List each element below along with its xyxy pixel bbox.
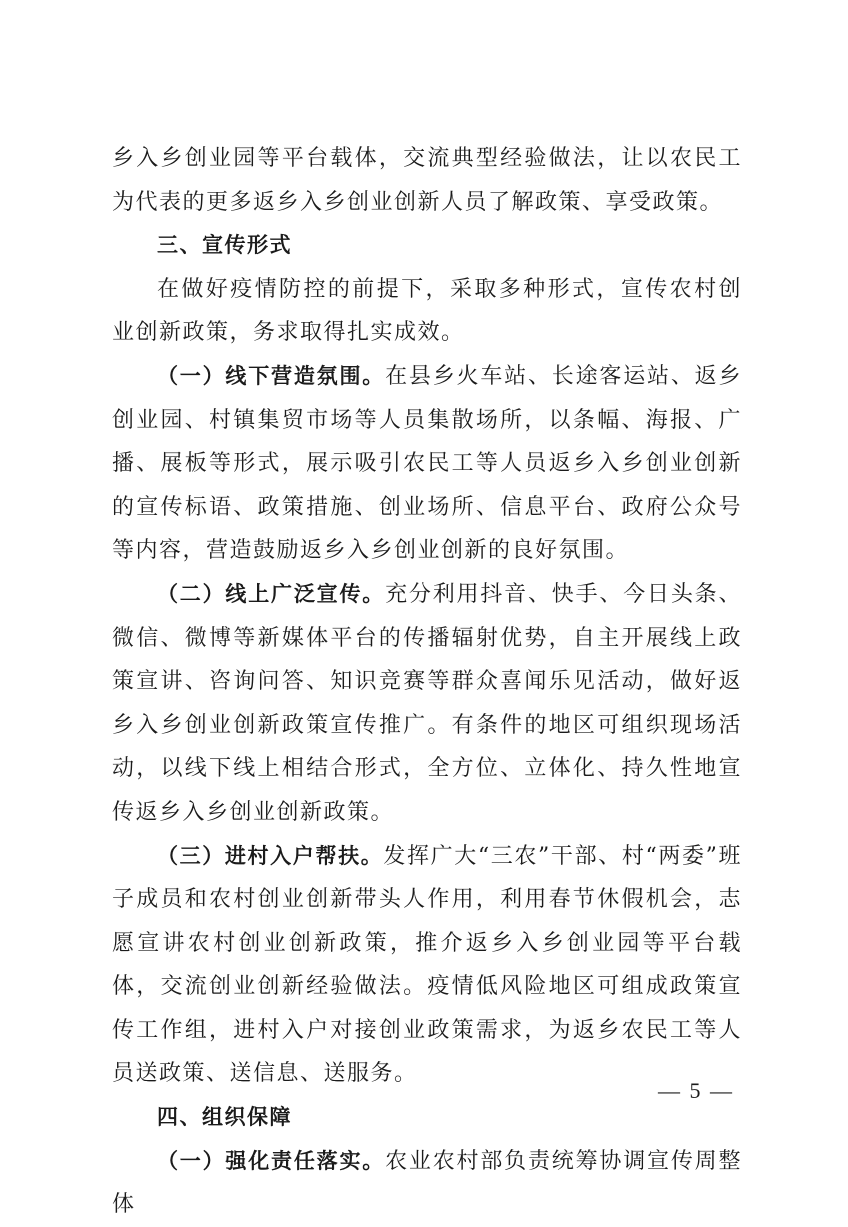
paragraph-offline-atmosphere [112,355,742,573]
document-body [112,137,742,1227]
section-heading-publicity-forms: 三、宣传形式 [157,233,292,258]
text-online-publicity: 充分利用抖音、快手、今日头条、微信、微博等新媒体平台的传播辐射优势，自主开展线上政策宣讲、咨询问答、知识竞赛等群众喜闻乐见活动，做好返乡入乡创业创新政策宣传推广。有条件的地区可组织现场活动，以线下线上相结合形式，全方位、立体化、持久性地宣传返乡入乡创业创新政策。 [112,581,742,825]
paragraph-responsibility [112,1140,742,1227]
paragraph-continuation: 乡入乡创业园等平台载体，交流典型经验做法，让以农民工为代表的更多返乡入乡创业创新人员了解政策、享受政策。 [112,146,742,215]
subheading-online-publicity: （二）线上广泛宣传。 [157,581,386,606]
page-number: — 5 — [658,1078,734,1103]
subheading-offline-atmosphere: （一）线下营造氛围。 [157,363,386,388]
section-heading-organization: 四、组织保障 [157,1105,292,1130]
paragraph-online-publicity [112,573,742,835]
text-village-assistance: 发挥广大“三农”干部、村“两委”班子成员和农村创业创新带头人作用，利用春节休假机会，志愿宣讲农村创业创新政策，推介返乡入乡创业园等平台载体，交流创业创新经验做法。疫情低风险地区可组成政策宣传工作组，进村入户对接创业政策需求，为返乡农民工等人员送政策、送信息、送服务。 [112,843,743,1087]
text-offline-atmosphere: 在县乡火车站、长途客运站、返乡创业园、村镇集贸市场等人员集散场所，以条幅、海报、广播、展板等形式，展示吸引农民工等人员返乡入乡创业创新的宣传标语、政策措施、创业场所、信息平台、政府公众号等内容，营造鼓励返乡入乡创业创新的良好氛围。 [112,363,742,564]
subheading-responsibility: （一）强化责任落实。 [157,1148,386,1173]
paragraph-village-assistance [112,835,742,1097]
paragraph-publicity-intro: 在做好疫情防控的前提下，采取多种形式，宣传农村创业创新政策，务求取得扎实成效。 [112,276,742,346]
subheading-village-assistance: （三）进村入户帮扶。 [157,843,384,868]
text-responsibility: 农业农村部负责统筹协调宣传周整体 [112,1148,742,1218]
